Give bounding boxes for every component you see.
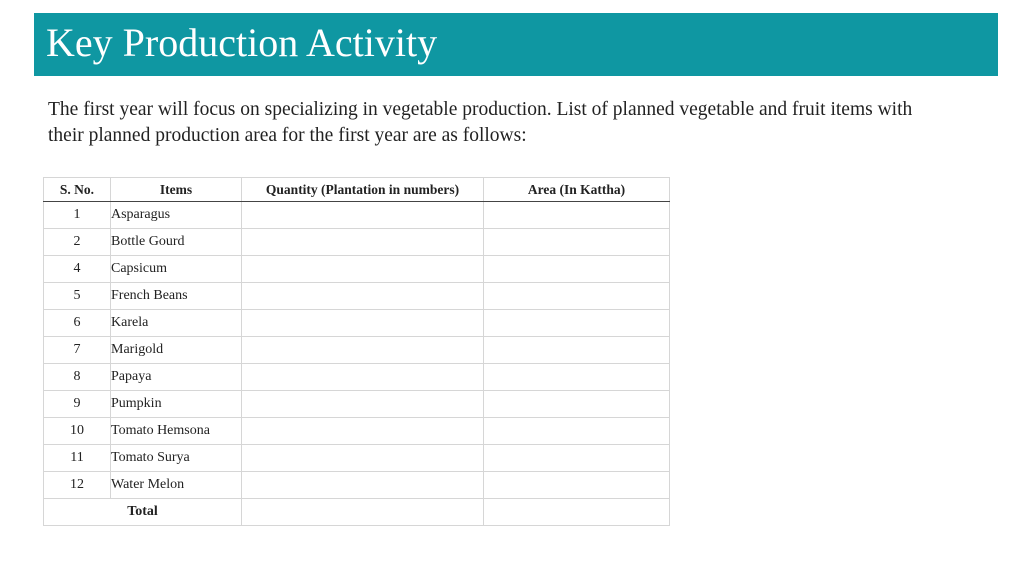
table-body <box>44 202 670 526</box>
sno-cell: 8 <box>44 364 111 391</box>
area-cell <box>484 310 670 337</box>
sno-cell: 12 <box>44 472 111 499</box>
sno-cell: 9 <box>44 391 111 418</box>
quantity-cell <box>242 202 484 229</box>
area-cell <box>484 445 670 472</box>
quantity-cell <box>242 283 484 310</box>
quantity-cell <box>242 337 484 364</box>
table-row <box>44 256 670 283</box>
quantity-cell <box>242 472 484 499</box>
sno-cell: 4 <box>44 256 111 283</box>
item-cell: Pumpkin <box>111 391 242 418</box>
table-row <box>44 337 670 364</box>
area-cell <box>484 418 670 445</box>
quantity-cell <box>242 445 484 472</box>
total-label: Total <box>44 499 242 526</box>
area-cell <box>484 391 670 418</box>
area-cell <box>484 229 670 256</box>
sno-cell: 6 <box>44 310 111 337</box>
area-cell <box>484 472 670 499</box>
production-table <box>43 177 670 526</box>
table-row <box>44 364 670 391</box>
item-cell: Tomato Hemsona <box>111 418 242 445</box>
area-cell <box>484 256 670 283</box>
item-cell: Asparagus <box>111 202 242 229</box>
sno-cell: 11 <box>44 445 111 472</box>
table-row <box>44 472 670 499</box>
sno-cell: 5 <box>44 283 111 310</box>
item-cell: Karela <box>111 310 242 337</box>
area-cell <box>484 202 670 229</box>
quantity-cell <box>242 391 484 418</box>
sno-cell: 1 <box>44 202 111 229</box>
table-row <box>44 310 670 337</box>
table-row <box>44 418 670 445</box>
item-cell: French Beans <box>111 283 242 310</box>
area-cell <box>484 283 670 310</box>
column-header-sno: S. No. <box>44 178 111 202</box>
table-row <box>44 445 670 472</box>
item-cell: Tomato Surya <box>111 445 242 472</box>
quantity-cell <box>242 364 484 391</box>
quantity-cell <box>242 418 484 445</box>
intro-paragraph: The first year will focus on specializing in vegetable production. List of planned vegetable and fruit items with their planned production area for the first year are as follows: <box>48 99 913 146</box>
item-cell: Bottle Gourd <box>111 229 242 256</box>
item-cell: Papaya <box>111 364 242 391</box>
area-cell <box>484 337 670 364</box>
table-row <box>44 202 670 229</box>
page-title: Key Production Activity <box>46 20 438 65</box>
table-row <box>44 229 670 256</box>
total-area-cell <box>484 499 670 526</box>
quantity-cell <box>242 256 484 283</box>
total-quantity-cell <box>242 499 484 526</box>
item-cell: Water Melon <box>111 472 242 499</box>
column-header-items: Items <box>111 178 242 202</box>
quantity-cell <box>242 310 484 337</box>
total-row <box>44 499 670 526</box>
table-header-row <box>44 178 670 202</box>
item-cell: Marigold <box>111 337 242 364</box>
sno-cell: 2 <box>44 229 111 256</box>
area-cell <box>484 364 670 391</box>
sno-cell: 10 <box>44 418 111 445</box>
column-header-quantity: Quantity (Plantation in numbers) <box>242 178 484 202</box>
quantity-cell <box>242 229 484 256</box>
table-row <box>44 283 670 310</box>
item-cell: Capsicum <box>111 256 242 283</box>
sno-cell: 7 <box>44 337 111 364</box>
column-header-area: Area (In Kattha) <box>484 178 670 202</box>
table-row <box>44 391 670 418</box>
title-bar <box>34 13 998 76</box>
